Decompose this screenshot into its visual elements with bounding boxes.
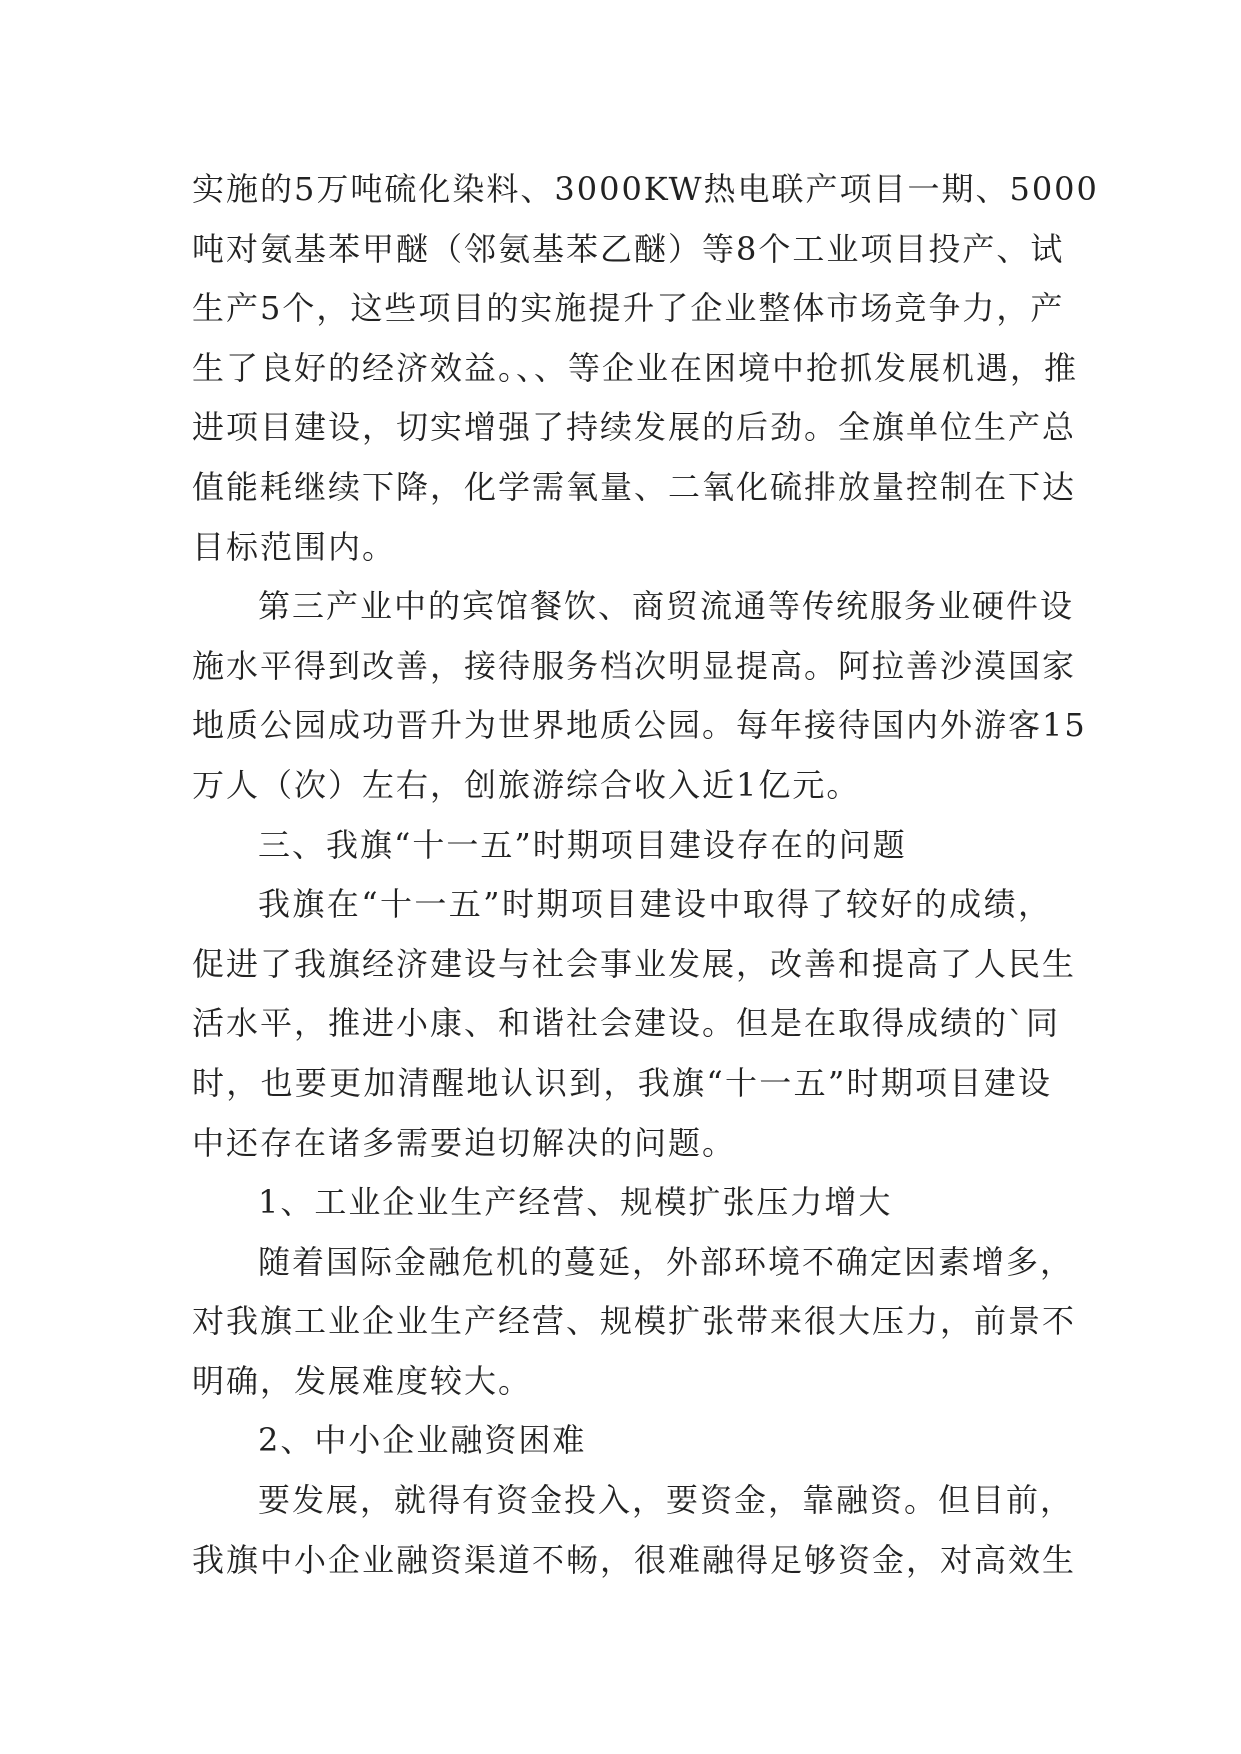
text-line: 施水平得到改善，接待服务档次明显提高。阿拉善沙漠国家 (192, 646, 1077, 685)
heading-line: 三、我旗“十一五”时期项目建设存在的问题 (258, 825, 907, 864)
text-line: 要发展，就得有资金投入，要资金，靠融资。但目前， (258, 1481, 1075, 1520)
text-line: 对我旗工业企业生产经营、规模扩张带来很大压力，前景不 (192, 1302, 1077, 1341)
text-line: 时，也要更加清醒地认识到，我旗“十一五”时期项目建设 (192, 1063, 1052, 1102)
text-line: 第三产业中的宾馆餐饮、商贸流通等传统服务业硬件设 (258, 587, 1075, 626)
text-line: 进项目建设，切实增强了持续发展的后劲。全旗单位生产总 (192, 408, 1077, 447)
text-line: 值能耗继续下降，化学需氧量、二氧化硫排放量控制在下达 (192, 467, 1077, 506)
paragraph-financial-crisis (192, 1233, 1077, 1412)
text-line: 促进了我旗经济建设与社会事业发展，改善和提高了人民生 (192, 944, 1077, 983)
text-line: 吨对氨基苯甲醚（邻氨基苯乙醚）等8个工业项目投产、试 (192, 229, 1065, 268)
paragraph-financing (192, 1471, 1077, 1590)
heading-line: 1、工业企业生产经营、规模扩张压力增大 (258, 1183, 893, 1222)
paragraph-tertiary-industry (192, 577, 1087, 815)
section-heading-problems (192, 816, 1052, 876)
text-line: 明确，发展难度较大。 (192, 1361, 533, 1400)
heading-line: 2、中小企业融资困难 (258, 1421, 587, 1460)
paragraph-industry-projects (192, 160, 1099, 577)
text-line: 活水平，推进小康、和谐社会建设。但是在取得成绩的`同 (192, 1004, 1061, 1043)
text-line: 随着国际金融危机的蔓延，外部环境不确定因素增多， (258, 1242, 1075, 1281)
text-line: 我旗在“十一五”时期项目建设中取得了较好的成绩， (258, 885, 1052, 924)
text-line: 中还存在诸多需要迫切解决的问题。 (192, 1123, 737, 1162)
document-body (192, 160, 1099, 1590)
text-line: 实施的5万吨硫化染料、3000KW热电联产项目一期、5000 (192, 170, 1099, 208)
text-line: 生了良好的经济效益。、、等企业在困境中抢抓发展机遇，推 (192, 348, 1079, 387)
text-line: 我旗中小企业融资渠道不畅，很难融得足够资金，对高效生 (192, 1540, 1077, 1579)
text-line: 目标范围内。 (192, 527, 397, 566)
text-line: 万人（次）左右，创旅游综合收入近1亿元。 (192, 765, 861, 804)
paragraph-achievements (192, 875, 1077, 1173)
text-line: 生产5个，这些项目的实施提升了企业整体市场竞争力，产 (192, 289, 1065, 328)
subheading-industrial-pressure (192, 1173, 1052, 1233)
subheading-financing (192, 1411, 1052, 1471)
text-line: 地质公园成功晋升为世界地质公园。每年接待国内外游客15 (192, 706, 1087, 745)
